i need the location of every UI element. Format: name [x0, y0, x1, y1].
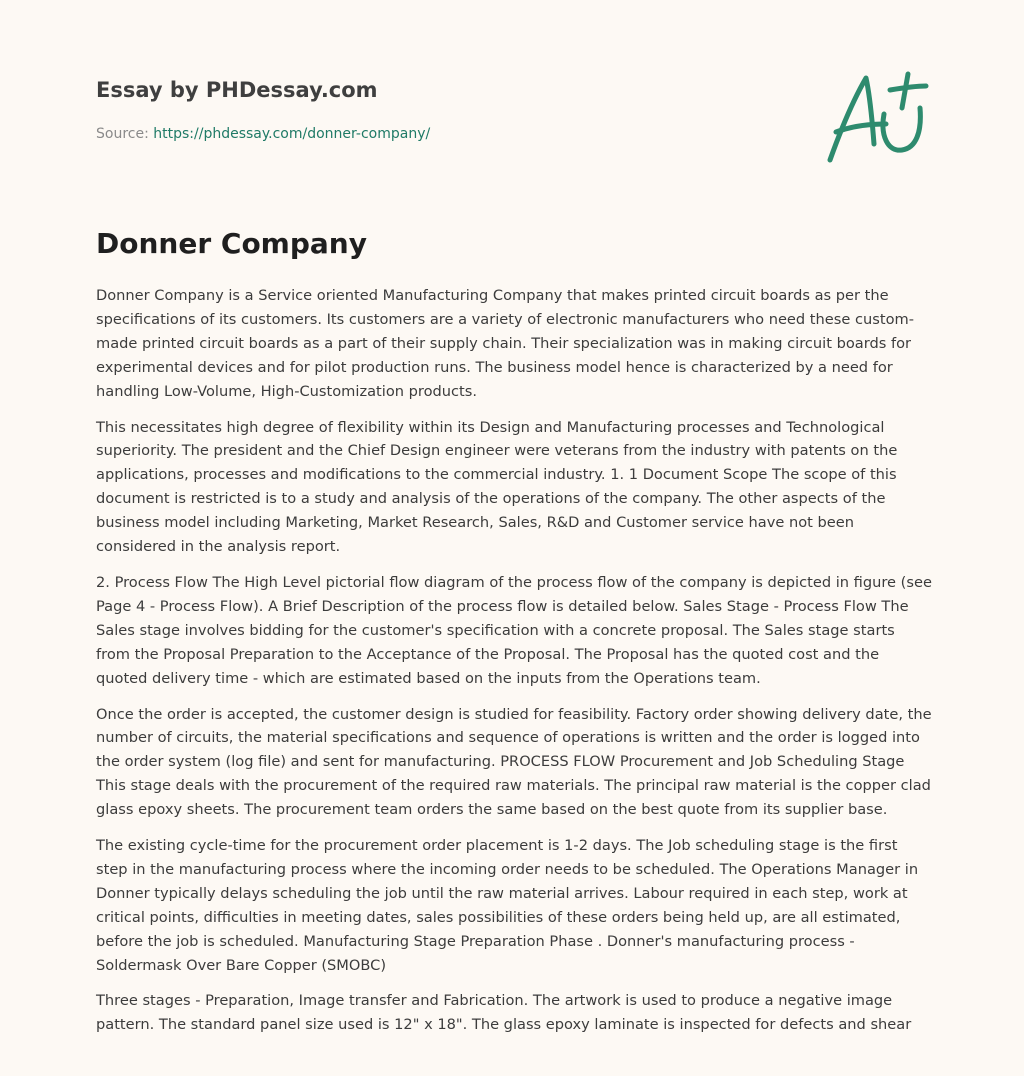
- a-plus-logo-icon: [822, 66, 930, 166]
- site-title: Essay by PHDessay.com: [96, 78, 378, 102]
- paragraph: 2. Process Flow The High Level pictorial flow diagram of the process flow of the company is depicted in figure (see Page 4 - Process Flow). A Brief Description of the process flow is detailed below. Sales Stage - Process Flow The Sales stage involves bidding for the customer's specification with a concrete proposal. The Sales stage starts from the Proposal Preparation to the Acceptance of the Proposal. The Proposal has the quoted cost and the quoted delivery time - which are estimated based on the inputs from the Operations team.: [96, 573, 932, 687]
- paragraph: Once the order is accepted, the customer design is studied for feasibility. Factory order showing delivery date, the number of circuits, the material specifications and sequence of operations is written and the order is logged into the order system (log file) and sent for manufacturing. PROCESS FLOW Procurement and Job Scheduling Stage This stage deals with the procurement of the required raw materials. The principal raw material is the copper clad glass epoxy sheets. The procurement team orders the same based on the best quote from its supplier base.: [96, 705, 932, 819]
- paragraph: This necessitates high degree of flexibility within its Design and Manufacturing processes and Technological superiority. The president and the Chief Design engineer were veterans from the industry with patents on the applications, processes and modifications to the commercial industry. 1. 1 Document Scope The scope of this document is restricted is to a study and analysis of the operations of the company. The other aspects of the business model including Marketing, Market Research, Sales, R&D and Customer service have not been considered in the analysis report.: [96, 418, 898, 556]
- essay-header: [96, 76, 796, 144]
- essay-body: [96, 284, 932, 1049]
- paragraph: Three stages - Preparation, Image transfer and Fabrication. The artwork is used to produce a negative image pattern. The standard panel size used is 12" x 18". The glass epoxy laminate is inspected for defects and shear: [96, 992, 912, 1034]
- source-link[interactable]: https://phdessay.com/donner-company/: [153, 126, 431, 142]
- source-label: Source:: [96, 126, 154, 142]
- paragraph: Donner Company is a Service oriented Manufacturing Company that makes printed circuit boards as per the specifications of its customers. Its customers are a variety of electronic manufacturers who need these custom-made printed circuit boards as a part of their supply chain. Their specialization was in making circuit boards for experimental devices and for pilot production runs. The business model hence is characterized by a need for handling Low-Volume, High-Customization products.: [96, 287, 914, 400]
- paragraph: The existing cycle-time for the procurement order placement is 1-2 days. The Job scheduling stage is the first step in the manufacturing process where the incoming order needs to be scheduled. The Operations Manager in Donner typically delays scheduling the job until the raw material arrives. Labour required in each step, work at critical points, difficulties in meeting dates, sales possibilities of these orders being held up, are all estimated, before the job is scheduled. Manufacturing Stage Preparation Phase . Donner's manufacturing process - Soldermask Over Bare Copper (SMOBC): [96, 837, 919, 974]
- source-line: [96, 124, 796, 144]
- page-title: Donner Company: [96, 227, 367, 260]
